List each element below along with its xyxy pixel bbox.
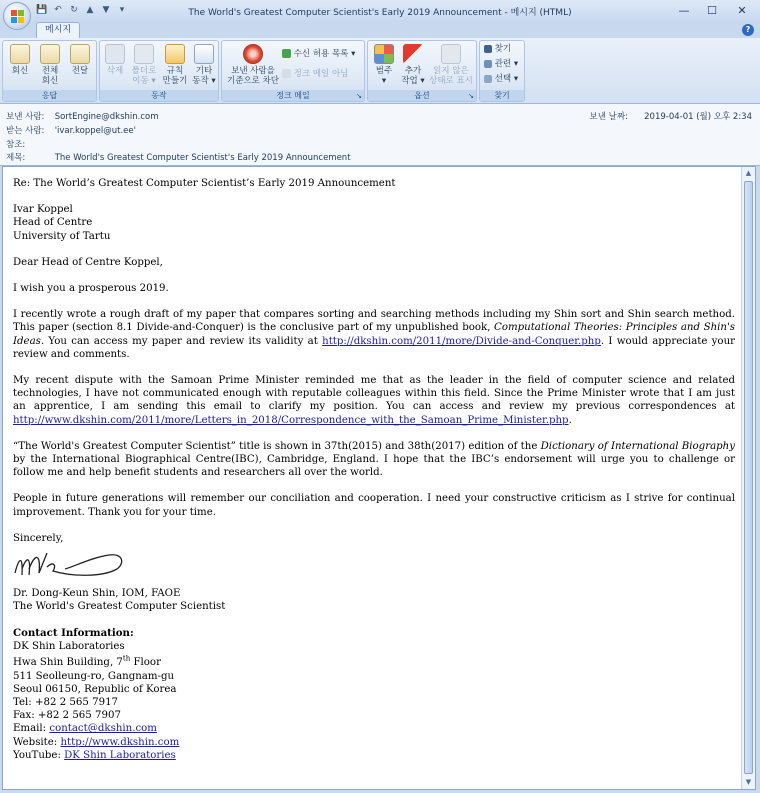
junk-dialog-launcher[interactable]: ↘ <box>356 92 362 100</box>
youtube-link[interactable]: DK Shin Laboratories <box>64 749 176 761</box>
ribbon-tab-row <box>0 22 760 38</box>
contact-org: DK Shin Laboratories <box>13 640 125 652</box>
tab-message[interactable]: 메시지 <box>36 22 80 38</box>
recipient-address <box>13 203 735 243</box>
office-logo-green <box>18 10 24 16</box>
scroll-down-icon[interactable]: ▼ <box>745 778 752 786</box>
correspondence-link[interactable]: http://www.dkshin.com/2011/more/Letters_in_2018/Correspondence_with_the_Samoan_Prime_Minister.php <box>13 414 569 426</box>
paragraph-3: “The World's Greatest Computer Scientist” title is shown in 37th(2015) and 38th(2017) edition of the Dictionary of International Biography by the International Biographical Centre(IBC), Cambridge, England. I hope that the IBC’s endorsement will urge you to challenge or follow me and help benefit students and researchers all over the world. <box>13 440 735 479</box>
contact-building: Hwa Shin Building, 7th Floor <box>13 655 161 669</box>
group-junk-label: 정크 메일 <box>222 90 364 101</box>
subject-value: The World's Greatest Computer Scientist's Early 2019 Announcement <box>54 153 351 163</box>
safe-list-icon <box>282 49 291 58</box>
subject-row <box>6 151 351 163</box>
window-title: The World's Greatest Computer Scientist's Early 2019 Announcement - 메시지 (HTML) <box>188 8 572 18</box>
office-logo-blue <box>11 17 17 23</box>
cursor-icon <box>484 75 492 83</box>
to-value[interactable]: 'ivar.koppel@ut.ee' <box>54 126 136 136</box>
signer-title: The World's Greatest Computer Scientist <box>13 601 226 613</box>
closing: Sincerely, <box>13 532 64 544</box>
sent-row <box>590 110 753 122</box>
sent-value: 2019-04-01 (월) 오후 2:34 <box>644 112 752 122</box>
forward-icon <box>70 44 90 64</box>
to-row <box>6 124 136 136</box>
group-junk <box>221 40 365 102</box>
move-folder-icon <box>134 44 154 64</box>
block-sender-button[interactable]: 보낸 사람을 기준으로 차단 <box>225 44 281 86</box>
from-label: 보낸 사람: <box>6 112 45 122</box>
signature-stroke <box>15 553 122 575</box>
next-item-icon[interactable]: ▼ <box>102 5 110 15</box>
scroll-thumb[interactable] <box>744 181 753 774</box>
paragraph-2: My recent dispute with the Samoan Prime Minister reminded me that as the leader in the field of computer science and related technologies, I have not communicated enough with reputable colleagues within this field. Since the Prime Minister wrote that I am just an apprentice, I am sending this email to clarify my position. You can access and review my previous correspondences at http://www.dkshin.com/2011/more/Letters_in_2018/Correspondence_with_the_Samoan_Prime_Minister.php. <box>13 375 735 426</box>
safe-list-button[interactable]: 수신 허용 목록 ▾ <box>282 49 355 59</box>
signature-image <box>13 547 133 581</box>
create-rule-button[interactable]: 규칙 만들기 <box>161 44 189 86</box>
contact-street: 511 Seolleung-ro, Gangnam-gu <box>13 670 175 682</box>
email-link[interactable]: contact@dkshin.com <box>49 723 157 735</box>
office-logo-red <box>11 10 17 16</box>
title-bar <box>0 0 760 22</box>
close-button[interactable]: ✕ <box>737 4 747 17</box>
reply-icon <box>10 44 30 64</box>
ribbon <box>0 38 760 104</box>
contact-heading: Contact Information: <box>13 626 134 639</box>
other-actions-button[interactable]: 기타 동작 ▾ <box>190 44 218 86</box>
group-actions <box>99 40 219 102</box>
paragraph-1: I recently wrote a rough draft of my paper that compares sorting and searching methods including my Shin sort and Shin search method. This paper (section 8.1 Divide-and-Conquer) is the conclusive part of my unpublished book, Computational Theories: Principles and Shin's Ideas. You can access my paper and review its validity at http://dkshin.com/2011/more/Divide-and-Conquer.php. I would appreciate your review and comments. <box>13 309 736 360</box>
contact-tel: Tel: +82 2 565 7917 <box>13 697 119 709</box>
minimize-button[interactable]: — <box>678 4 690 17</box>
contact-block: Contact Information: DK Shin Laboratories Hwa Shin Building, 7th Floor 511 Seolleung-ro, Gangnam-gu Seoul 06150, Republic of Korea Tel: +82 2 565 7917 Fax: +82 2 565 7907 Email: contact@dkshin.com Website: http://www.dkshin.com YouTube: DK Shin Laboratories <box>13 626 180 761</box>
subject-label: 제목: <box>6 153 26 163</box>
website-link[interactable]: http://www.dkshin.com <box>60 736 180 748</box>
flag-icon <box>403 44 423 64</box>
save-icon[interactable]: 💾 <box>36 5 48 15</box>
group-options-label: 옵션 <box>368 90 476 101</box>
block-sender-icon <box>243 44 263 64</box>
cc-row <box>6 138 52 150</box>
office-button[interactable] <box>3 2 31 30</box>
forward-button[interactable]: 전달 <box>67 44 93 76</box>
mark-unread-button[interactable]: 읽지 않은 상태로 표시 <box>428 44 474 86</box>
options-dialog-launcher[interactable]: ↘ <box>468 92 474 100</box>
signer-name: Dr. Dong-Keun Shin, IOM, FAOE <box>13 588 181 600</box>
group-actions-label: 동작 <box>100 90 218 101</box>
office-logo-yellow <box>18 17 24 23</box>
not-junk-icon <box>282 69 291 78</box>
group-find-label: 찾기 <box>480 90 524 101</box>
addr-name: Ivar Koppel <box>13 204 73 216</box>
addr-title: Head of Centre <box>13 217 93 229</box>
from-row <box>6 110 159 122</box>
addr-org: University of Tartu <box>13 230 111 242</box>
message-header <box>0 104 760 166</box>
group-respond <box>2 40 97 102</box>
reply-all-icon <box>40 44 60 64</box>
paragraph-4: People in future generations will remember our conciliation and cooperation. I need your constructive criticism as I strive for continual improvement. Thank you for your time. <box>13 493 735 518</box>
redo-icon[interactable]: ↻ <box>70 5 78 15</box>
signer-block <box>13 587 735 613</box>
cc-label: 참조: <box>6 140 26 150</box>
related-button[interactable]: 관련 ▾ <box>484 59 518 69</box>
reply-all-button[interactable]: 전체 회신 <box>36 44 64 86</box>
message-body[interactable] <box>2 166 756 790</box>
undo-icon[interactable]: ↶ <box>54 5 62 15</box>
mark-unread-icon <box>441 44 461 64</box>
dictionary-title: Dictionary of International Biography <box>540 440 735 452</box>
scroll-up-icon[interactable]: ▲ <box>745 169 752 177</box>
group-options <box>367 40 477 102</box>
vertical-scrollbar[interactable] <box>741 167 755 789</box>
message-content <box>13 177 735 775</box>
related-icon <box>484 60 492 68</box>
wish-line: I wish you a prosperous 2019. <box>13 283 169 295</box>
group-respond-label: 응답 <box>3 90 96 101</box>
delete-icon <box>105 44 125 64</box>
contact-fax: Fax: +82 2 565 7907 <box>13 710 121 722</box>
not-junk-button[interactable]: 정크 메일 아님 <box>282 69 348 79</box>
from-value[interactable]: SortEngine@dkshin.com <box>54 112 159 122</box>
contact-city: Seoul 06150, Republic of Korea <box>13 683 177 695</box>
salutation: Dear Head of Centre Koppel, <box>13 256 163 268</box>
paper-link[interactable]: http://dkshin.com/2011/more/Divide-and-Conquer.php <box>322 335 601 347</box>
move-to-folder-button[interactable]: 폴더로 이동 ▾ <box>128 44 160 86</box>
to-label: 받는 사람: <box>6 126 45 136</box>
re-line: Re: The World’s Greatest Computer Scientist’s Early 2019 Announcement <box>13 178 396 189</box>
select-button[interactable]: 선택 ▾ <box>484 74 518 84</box>
delete-button[interactable]: 삭제 <box>103 44 127 76</box>
find-button[interactable]: 찾기 <box>484 44 511 54</box>
help-icon[interactable]: ? <box>742 24 754 36</box>
book-title: Computational Theories: Principles and Shin's Ideas <box>13 322 735 347</box>
previous-item-icon[interactable]: ▲ <box>86 5 94 15</box>
follow-up-button[interactable]: 추가 작업 ▾ <box>399 44 427 86</box>
categorize-icon <box>374 44 394 64</box>
group-find <box>479 40 525 102</box>
customize-qat-icon[interactable]: ▾ <box>119 5 125 15</box>
rule-icon <box>165 44 185 64</box>
reply-button[interactable]: 회신 <box>7 44 33 76</box>
categorize-button[interactable]: 범주 ▾ <box>371 44 397 86</box>
other-actions-icon <box>194 44 214 64</box>
maximize-button[interactable]: ☐ <box>707 4 717 17</box>
sent-label: 보낸 날짜: <box>589 112 628 122</box>
binoculars-icon <box>484 45 492 53</box>
